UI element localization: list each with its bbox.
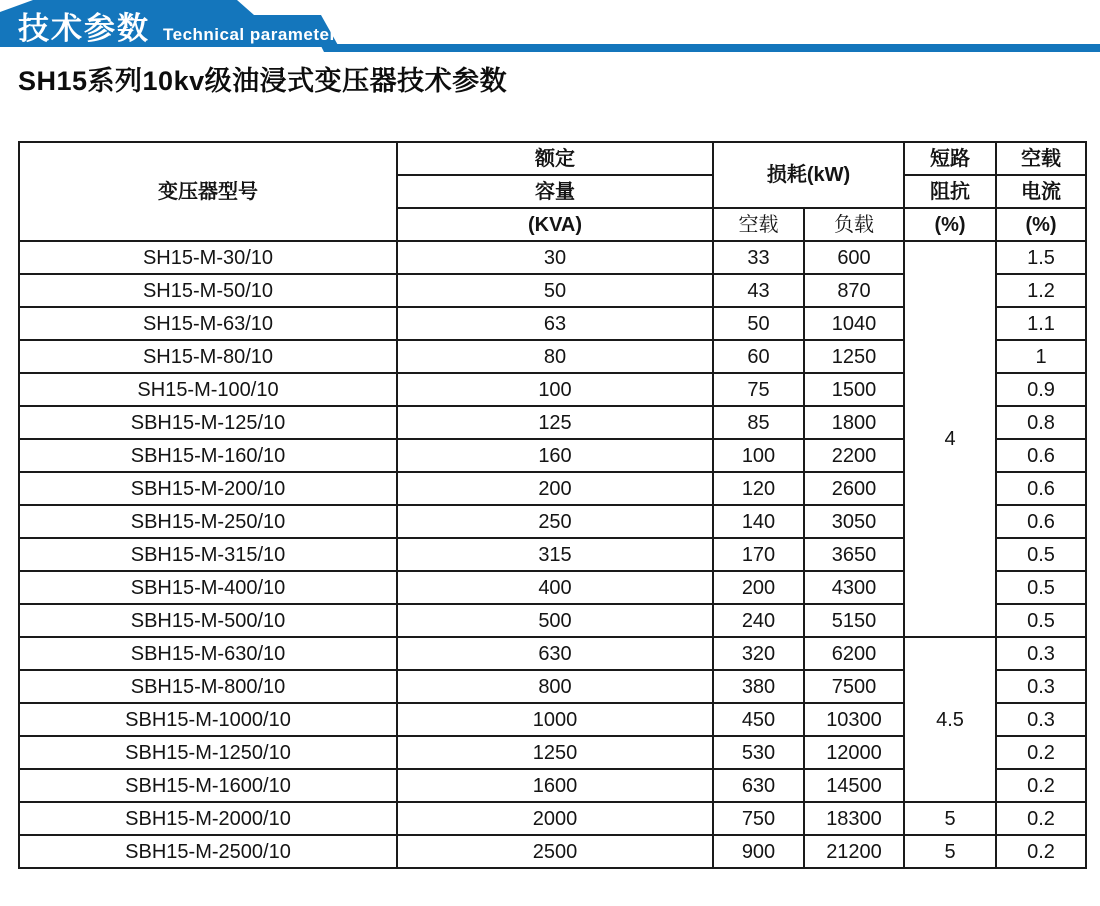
- cell-noload-loss: 50: [713, 307, 804, 340]
- cell-model: SBH15-M-800/10: [19, 670, 397, 703]
- cell-load-loss: 18300: [804, 802, 904, 835]
- cell-load-loss: 10300: [804, 703, 904, 736]
- cell-rated-capacity: 200: [397, 472, 713, 505]
- header-row-1: [19, 142, 1086, 175]
- cell-load-loss: 3650: [804, 538, 904, 571]
- cell-load-loss: 5150: [804, 604, 904, 637]
- cell-load-loss: 870: [804, 274, 904, 307]
- cell-noload-current: 0.3: [996, 670, 1086, 703]
- cell-rated-capacity: 800: [397, 670, 713, 703]
- cell-load-loss: 2600: [804, 472, 904, 505]
- cell-load-loss: 3050: [804, 505, 904, 538]
- cell-rated-capacity: 80: [397, 340, 713, 373]
- cell-model: SBH15-M-2500/10: [19, 835, 397, 868]
- header-current-line2: 电流: [996, 175, 1086, 208]
- cell-rated-capacity: 500: [397, 604, 713, 637]
- cell-noload-loss: 630: [713, 769, 804, 802]
- cell-noload-loss: 60: [713, 340, 804, 373]
- cell-noload-current: 1.2: [996, 274, 1086, 307]
- cell-load-loss: 2200: [804, 439, 904, 472]
- table-header: [19, 142, 1086, 241]
- cell-model: SBH15-M-1250/10: [19, 736, 397, 769]
- cell-noload-current: 1: [996, 340, 1086, 373]
- cell-rated-capacity: 50: [397, 274, 713, 307]
- cell-noload-current: 0.2: [996, 769, 1086, 802]
- cell-model: SBH15-M-1600/10: [19, 769, 397, 802]
- cell-rated-capacity: 160: [397, 439, 713, 472]
- cell-noload-loss: 450: [713, 703, 804, 736]
- header-loss: 损耗(kW): [713, 142, 904, 208]
- cell-noload-loss: 43: [713, 274, 804, 307]
- cell-rated-capacity: 1600: [397, 769, 713, 802]
- header-impedance-line3: (%): [904, 208, 996, 241]
- cell-short-circuit-impedance: 5: [904, 802, 996, 835]
- cell-model: SH15-M-100/10: [19, 373, 397, 406]
- header-rated-line3: (KVA): [397, 208, 713, 241]
- cell-noload-current: 0.8: [996, 406, 1086, 439]
- header-current-line3: (%): [996, 208, 1086, 241]
- cell-rated-capacity: 2000: [397, 802, 713, 835]
- cell-model: SH15-M-30/10: [19, 241, 397, 274]
- header-impedance-line1: 短路: [904, 142, 996, 175]
- table-row: [19, 241, 1086, 274]
- cell-model: SBH15-M-315/10: [19, 538, 397, 571]
- cell-model: SBH15-M-400/10: [19, 571, 397, 604]
- cell-noload-loss: 170: [713, 538, 804, 571]
- cell-noload-current: 0.3: [996, 703, 1086, 736]
- cell-load-loss: 6200: [804, 637, 904, 670]
- table-row: [19, 835, 1086, 868]
- cell-model: SBH15-M-250/10: [19, 505, 397, 538]
- cell-rated-capacity: 400: [397, 571, 713, 604]
- cell-noload-loss: 100: [713, 439, 804, 472]
- cell-rated-capacity: 100: [397, 373, 713, 406]
- cell-noload-loss: 85: [713, 406, 804, 439]
- cell-noload-current: 1.5: [996, 241, 1086, 274]
- header-loss-noload: 空载: [713, 208, 804, 241]
- table-body: [19, 241, 1086, 868]
- cell-model: SBH15-M-200/10: [19, 472, 397, 505]
- header-loss-load: 负载: [804, 208, 904, 241]
- cell-noload-current: 0.2: [996, 802, 1086, 835]
- banner-title-cn: 技术参数: [18, 11, 150, 46]
- cell-noload-current: 0.6: [996, 439, 1086, 472]
- cell-rated-capacity: 315: [397, 538, 713, 571]
- header-rated-line1: 额定: [397, 142, 713, 175]
- cell-noload-current: 0.6: [996, 505, 1086, 538]
- cell-short-circuit-impedance: 5: [904, 835, 996, 868]
- cell-model: SH15-M-80/10: [19, 340, 397, 373]
- cell-noload-current: 0.5: [996, 571, 1086, 604]
- cell-model: SH15-M-63/10: [19, 307, 397, 340]
- cell-rated-capacity: 125: [397, 406, 713, 439]
- cell-load-loss: 12000: [804, 736, 904, 769]
- cell-model: SBH15-M-500/10: [19, 604, 397, 637]
- cell-load-loss: 1250: [804, 340, 904, 373]
- cell-noload-current: 1.1: [996, 307, 1086, 340]
- banner: [0, 0, 1100, 58]
- cell-noload-current: 0.9: [996, 373, 1086, 406]
- header-rated-line2: 容量: [397, 175, 713, 208]
- cell-noload-loss: 75: [713, 373, 804, 406]
- cell-noload-current: 0.5: [996, 604, 1086, 637]
- table-row: [19, 637, 1086, 670]
- cell-noload-current: 0.2: [996, 736, 1086, 769]
- cell-model: SBH15-M-160/10: [19, 439, 397, 472]
- page-title: SH15系列10kv级油浸式变压器技术参数: [18, 66, 508, 96]
- cell-rated-capacity: 63: [397, 307, 713, 340]
- cell-noload-loss: 530: [713, 736, 804, 769]
- cell-load-loss: 1800: [804, 406, 904, 439]
- cell-noload-loss: 240: [713, 604, 804, 637]
- cell-model: SBH15-M-1000/10: [19, 703, 397, 736]
- cell-load-loss: 600: [804, 241, 904, 274]
- banner-title-en: Technical parameter: [163, 25, 337, 44]
- cell-rated-capacity: 2500: [397, 835, 713, 868]
- cell-noload-loss: 120: [713, 472, 804, 505]
- cell-load-loss: 14500: [804, 769, 904, 802]
- cell-noload-loss: 140: [713, 505, 804, 538]
- cell-short-circuit-impedance: 4: [904, 241, 996, 637]
- cell-noload-loss: 380: [713, 670, 804, 703]
- cell-rated-capacity: 1000: [397, 703, 713, 736]
- cell-rated-capacity: 30: [397, 241, 713, 274]
- cell-noload-current: 0.6: [996, 472, 1086, 505]
- cell-noload-loss: 750: [713, 802, 804, 835]
- cell-load-loss: 1500: [804, 373, 904, 406]
- cell-model: SBH15-M-630/10: [19, 637, 397, 670]
- cell-noload-current: 0.3: [996, 637, 1086, 670]
- cell-load-loss: 21200: [804, 835, 904, 868]
- cell-load-loss: 4300: [804, 571, 904, 604]
- cell-rated-capacity: 630: [397, 637, 713, 670]
- cell-noload-current: 0.5: [996, 538, 1086, 571]
- header-impedance-line2: 阻抗: [904, 175, 996, 208]
- header-current-line1: 空载: [996, 142, 1086, 175]
- banner-underline-stripe: [320, 44, 1100, 52]
- cell-rated-capacity: 250: [397, 505, 713, 538]
- cell-load-loss: 1040: [804, 307, 904, 340]
- cell-model: SBH15-M-125/10: [19, 406, 397, 439]
- header-model: 变压器型号: [19, 142, 397, 241]
- cell-noload-loss: 200: [713, 571, 804, 604]
- cell-model: SBH15-M-2000/10: [19, 802, 397, 835]
- cell-rated-capacity: 1250: [397, 736, 713, 769]
- cell-noload-loss: 33: [713, 241, 804, 274]
- cell-model: SH15-M-50/10: [19, 274, 397, 307]
- cell-noload-loss: 320: [713, 637, 804, 670]
- cell-noload-current: 0.2: [996, 835, 1086, 868]
- cell-short-circuit-impedance: 4.5: [904, 637, 996, 802]
- cell-noload-loss: 900: [713, 835, 804, 868]
- parameters-table: [18, 141, 1087, 869]
- table-row: [19, 802, 1086, 835]
- cell-load-loss: 7500: [804, 670, 904, 703]
